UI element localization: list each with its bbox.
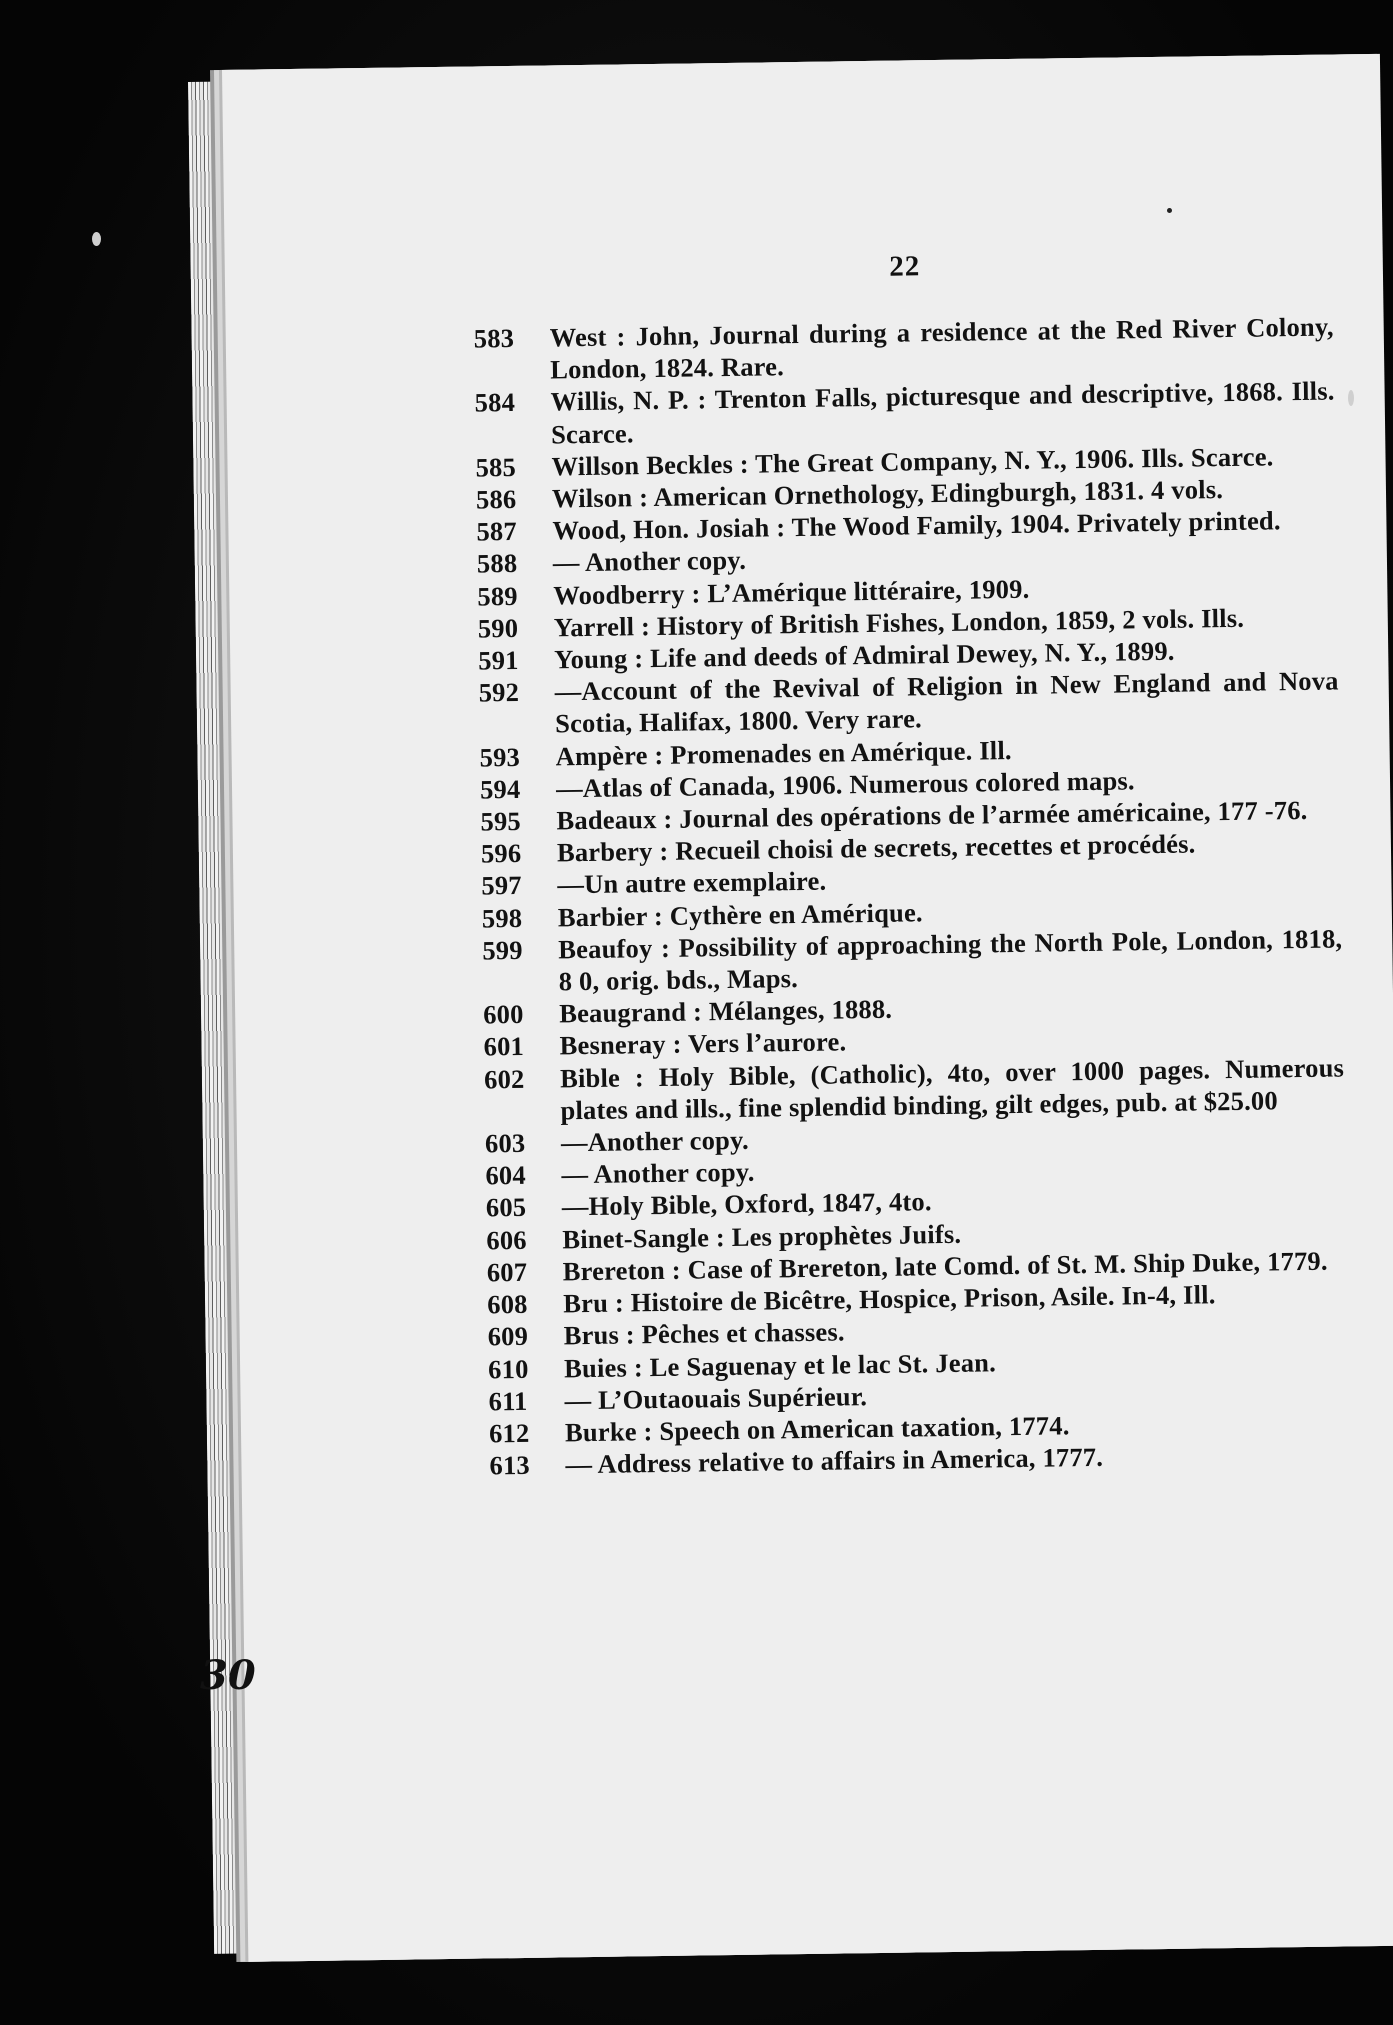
entry-number: 604 [485, 1160, 527, 1191]
entry-text: West : John, Journal during a residence at the Red River Colony, London, 1824. Rare. [549, 311, 1334, 385]
entry-text: Ampère : Promenades en Amérique. Ill. [555, 734, 1012, 772]
entry-number: 612 [488, 1417, 530, 1449]
entry-number: 609 [487, 1321, 529, 1352]
entry-text: Besneray : Vers l’aurore. [559, 1026, 847, 1061]
margin-annotation: 30 [200, 1652, 256, 1699]
book-page [222, 54, 1393, 1962]
dust-speck [1167, 208, 1172, 213]
catalog-entry [474, 375, 1335, 451]
entry-number: 605 [485, 1192, 527, 1223]
entry-text: —Un autre exemplaire. [557, 866, 827, 900]
entry-text: —Account of the Revival of Religion in New England and Nova Scotia, Halifax, 1800. Very rare. [554, 665, 1339, 739]
entry-number: 608 [487, 1288, 528, 1320]
entry-number: 584 [474, 387, 516, 418]
entry-number: 601 [483, 1031, 525, 1062]
entry-text: —Atlas of Canada, 1906. Numerous colored maps. [555, 765, 1135, 804]
entry-text: Barbery : Recueil choisi de secrets, recettes et procédés. [556, 828, 1196, 868]
entry-number: 590 [477, 612, 519, 644]
entry-text: Buies : Le Saguenay et le lac St. Jean. [563, 1346, 997, 1383]
entry-number: 587 [476, 516, 518, 547]
entry-number: 588 [476, 548, 518, 579]
entry-text: Burke : Speech on American taxation, 1774. [564, 1410, 1070, 1448]
entry-number: 585 [475, 451, 517, 483]
entry-number: 592 [478, 677, 520, 708]
entry-text: Wilson : American Ornethology, Edingburgh, 1831. 4 vols. [551, 474, 1224, 514]
entry-text: Wood, Hon. Josiah : The Wood Family, 1904. Privately printed. [552, 505, 1281, 546]
entry-text: —Holy Bible, Oxford, 1847, 4to. [561, 1186, 932, 1222]
entry-number: 600 [483, 999, 524, 1030]
catalog-entry [484, 1051, 1345, 1127]
entry-number: 599 [482, 934, 523, 966]
entry-number: 606 [486, 1224, 527, 1256]
entry-text: Woodberry : L’Amérique littéraire, 1909. [553, 573, 1030, 611]
page-number: 22 [889, 250, 921, 283]
entry-number: 594 [479, 773, 521, 805]
entry-text: — Another copy. [552, 545, 747, 578]
entry-number: 595 [480, 805, 522, 837]
entry-text: Brereton : Case of Brereton, late Comd. of St. M. Ship Duke, 1779. [562, 1245, 1328, 1287]
entry-number: 610 [487, 1353, 529, 1384]
entry-text: Badeaux : Journal des opérations de l’armée américaine, 177 -76. [556, 794, 1308, 836]
page-content [222, 54, 1393, 1962]
entry-text: Binet-Sangle : Les prophètes Juifs. [562, 1218, 962, 1255]
entry-number: 603 [484, 1127, 526, 1159]
entry-number: 602 [483, 1063, 525, 1095]
entry-text: — Another copy. [561, 1156, 755, 1190]
entry-number: 591 [478, 644, 519, 676]
entry-number: 593 [479, 741, 521, 773]
entry-text: — Address relative to affairs in America, 1777. [565, 1441, 1104, 1480]
entry-number: 597 [481, 870, 522, 901]
catalog-entry [478, 665, 1339, 741]
entry-text: Young : Life and deeds of Admiral Dewey, N. Y., 1899. [554, 635, 1175, 675]
entry-number: 607 [486, 1256, 528, 1288]
entry-number: 586 [475, 483, 517, 515]
entry-number: 598 [481, 902, 523, 934]
catalog-entry [474, 311, 1335, 387]
entry-text: —Another copy. [560, 1124, 750, 1158]
entry-text: Beaugrand : Mélanges, 1888. [558, 994, 893, 1029]
entry-list [474, 311, 1350, 1482]
entry-text: Brus : Pêches et chasses. [563, 1316, 845, 1351]
entry-number: 596 [480, 838, 522, 869]
entry-number: 611 [488, 1385, 528, 1417]
entry-text: Yarrell : History of British Fishes, London, 1859, 2 vols. Ills. [553, 602, 1245, 643]
entry-text: Beaufoy : Possibility of approaching the North Pole, London, 1818, 8 0, orig. bds., Maps. [558, 923, 1343, 997]
entry-number: 589 [477, 580, 518, 612]
entry-number: 613 [489, 1449, 531, 1481]
dust-speck [1348, 390, 1354, 406]
entry-text: Barbier : Cythère en Amérique. [557, 896, 923, 933]
catalog-entry [482, 922, 1343, 998]
dust-speck [92, 232, 101, 246]
entry-number: 583 [473, 322, 515, 354]
entry-text: Willson Beckles : The Great Company, N. Y., 1906. Ills. Scarce. [551, 441, 1274, 482]
entry-text: Willis, N. P. : Trenton Falls, picturesque and descriptive, 1868. Ills. Scarce. [550, 375, 1335, 450]
entry-text: — L’Outaouais Supérieur. [564, 1380, 868, 1416]
entry-text: Bible : Holy Bible, (Catholic), 4to, over 1000 pages. Numerous plates and ills., fine splendid binding, gilt edges, pub. at $25.00 [559, 1052, 1345, 1126]
entry-text: Bru : Histoire de Bicêtre, Hospice, Prison, Asile. In-4, Ill. [563, 1279, 1216, 1319]
